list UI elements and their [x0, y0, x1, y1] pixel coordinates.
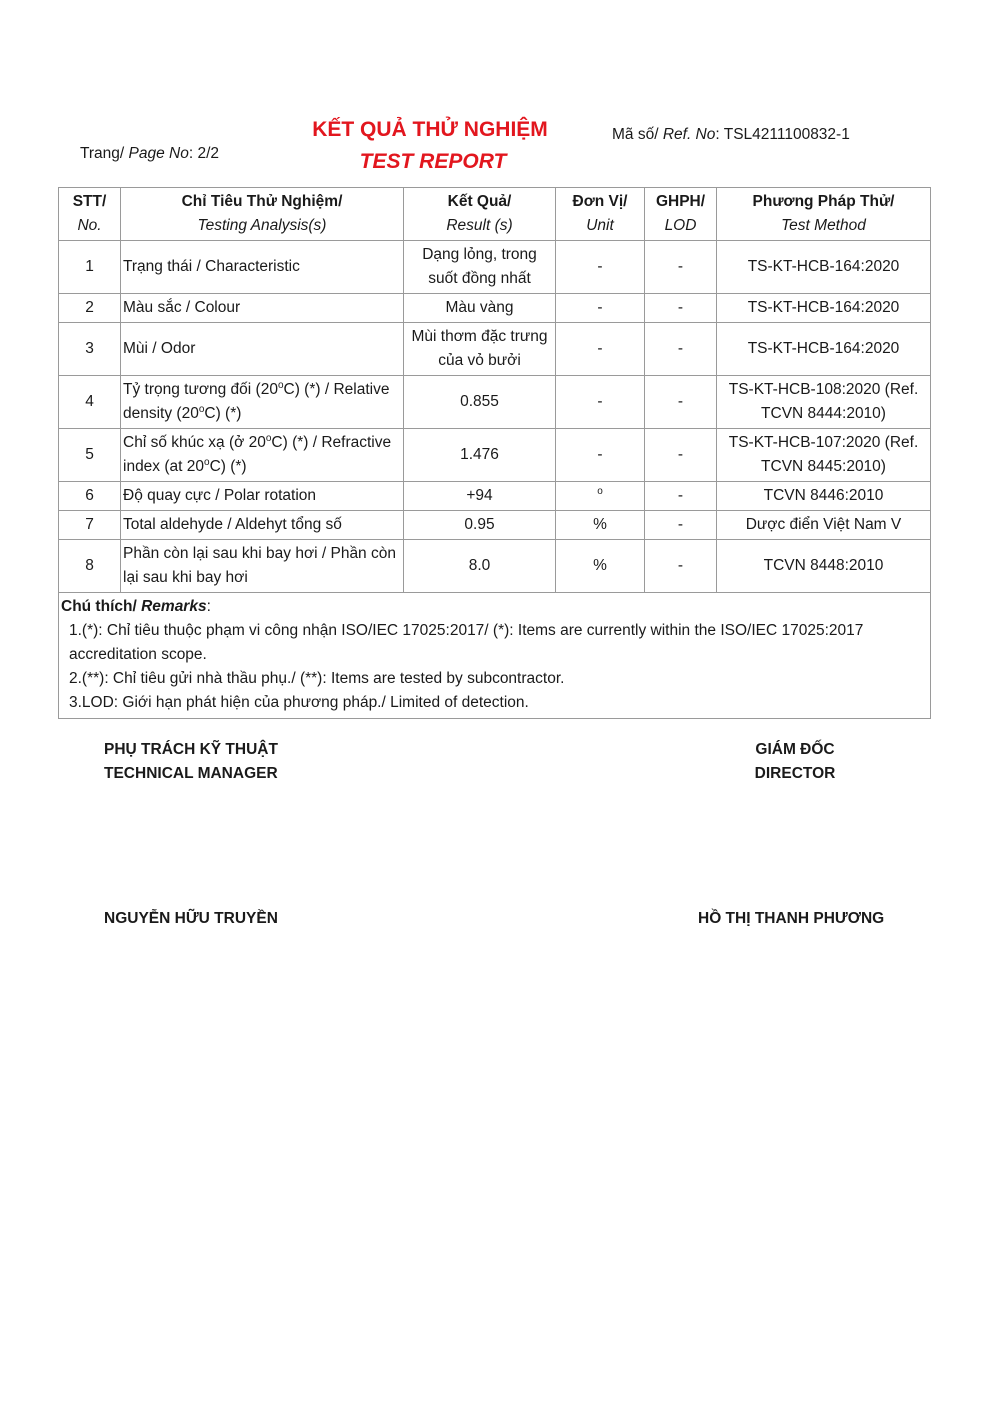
page-label-en: Page No	[128, 145, 189, 162]
table-row: 3 Mùi / Odor Mùi thơm đặc trưng của vỏ bưởi - - TS-KT-HCB-164:2020	[59, 323, 931, 376]
ref-value: : TSL4211100832-1	[715, 126, 850, 143]
technical-manager-title-en: TECHNICAL MANAGER	[104, 765, 278, 782]
ref-label-en: Ref. No	[662, 126, 716, 143]
remark-item: 2.(**): Chỉ tiêu gửi nhà thầu phụ./ (**): Items are tested by subcontractor.	[69, 670, 565, 687]
remarks-row	[59, 593, 931, 719]
director-title-en: DIRECTOR	[754, 765, 836, 782]
test-results-table	[58, 187, 931, 719]
table-row: 4 Tỷ trọng tương đối (20$^o$C) (*) / Relative density (20$^o$C) (*) 0.855 - - TS-KT-HCB-108:2020 (Ref. TCVN 8444:2010)	[59, 376, 931, 429]
remark-item: 3.LOD: Giới hạn phát hiện của phương pháp./ Limited of detection.	[69, 694, 529, 711]
remarks-title: Chú thích/ Remarks:	[61, 598, 211, 615]
report-title-en: TEST REPORT	[359, 150, 507, 173]
director-name: HỒ THỊ THANH PHƯƠNG	[698, 910, 885, 927]
header-no: STT/ No.	[59, 188, 121, 241]
header-lod: GHPH/ LOD	[645, 188, 717, 241]
table-row: 2 Màu sắc / Colour Màu vàng - - TS-KT-HCB-164:2020	[59, 294, 931, 323]
table-row: 6 Độ quay cực / Polar rotation +94 $^o$ - TCVN 8446:2010	[59, 482, 931, 511]
remark-item: 1.(*): Chỉ tiêu thuộc phạm vi công nhận ISO/IEC 17025:2017/ (*): Items are currently within the ISO/IEC 17025:2017 accreditation scope.	[69, 622, 864, 663]
table-row: 8 Phần còn lại sau khi bay hơi / Phần còn lại sau khi bay hơi 8.0 % - TCVN 8448:2010	[59, 540, 931, 593]
table-row: 5 Chỉ số khúc xạ (ở 20$^o$C) (*) / Refractive index (at 20$^o$C) (*) 1.476 - - TS-KT-HCB-107:2020 (Ref. TCVN 8445:2010)	[59, 429, 931, 482]
ref-label: Mã số/	[612, 126, 659, 143]
table-row: 7 Total aldehyde / Aldehyt tổng số 0.95 % - Dược điển Việt Nam V	[59, 511, 931, 540]
technical-manager-block	[104, 738, 278, 786]
page-value: : 2/2	[188, 145, 220, 162]
table-header-row	[59, 188, 931, 241]
page-label: Trang/	[80, 145, 125, 162]
header-result: Kết Quả/ Result (s)	[404, 188, 556, 241]
header-analysis: Chỉ Tiêu Thử Nghiệm/ Testing Analysis(s)	[121, 188, 404, 241]
page-number	[80, 145, 219, 163]
report-title-vi: KẾT QUẢ THỬ NGHIỆM	[312, 118, 548, 141]
technical-manager-title-vi: PHỤ TRÁCH KỸ THUẬT	[104, 741, 278, 758]
header-unit: Đơn Vị/ Unit	[556, 188, 645, 241]
director-title-vi: GIÁM ĐỐC	[755, 741, 835, 758]
header-method: Phương Pháp Thử/ Test Method	[717, 188, 931, 241]
table-row: 1 Trạng thái / Characteristic Dạng lỏng, trong suốt đồng nhất - - TS-KT-HCB-164:2020	[59, 241, 931, 294]
director-block	[700, 738, 890, 786]
remarks	[59, 593, 931, 719]
technical-manager-name: NGUYỄN HỮU TRUYỀN	[104, 910, 278, 927]
reference-number	[612, 126, 850, 144]
